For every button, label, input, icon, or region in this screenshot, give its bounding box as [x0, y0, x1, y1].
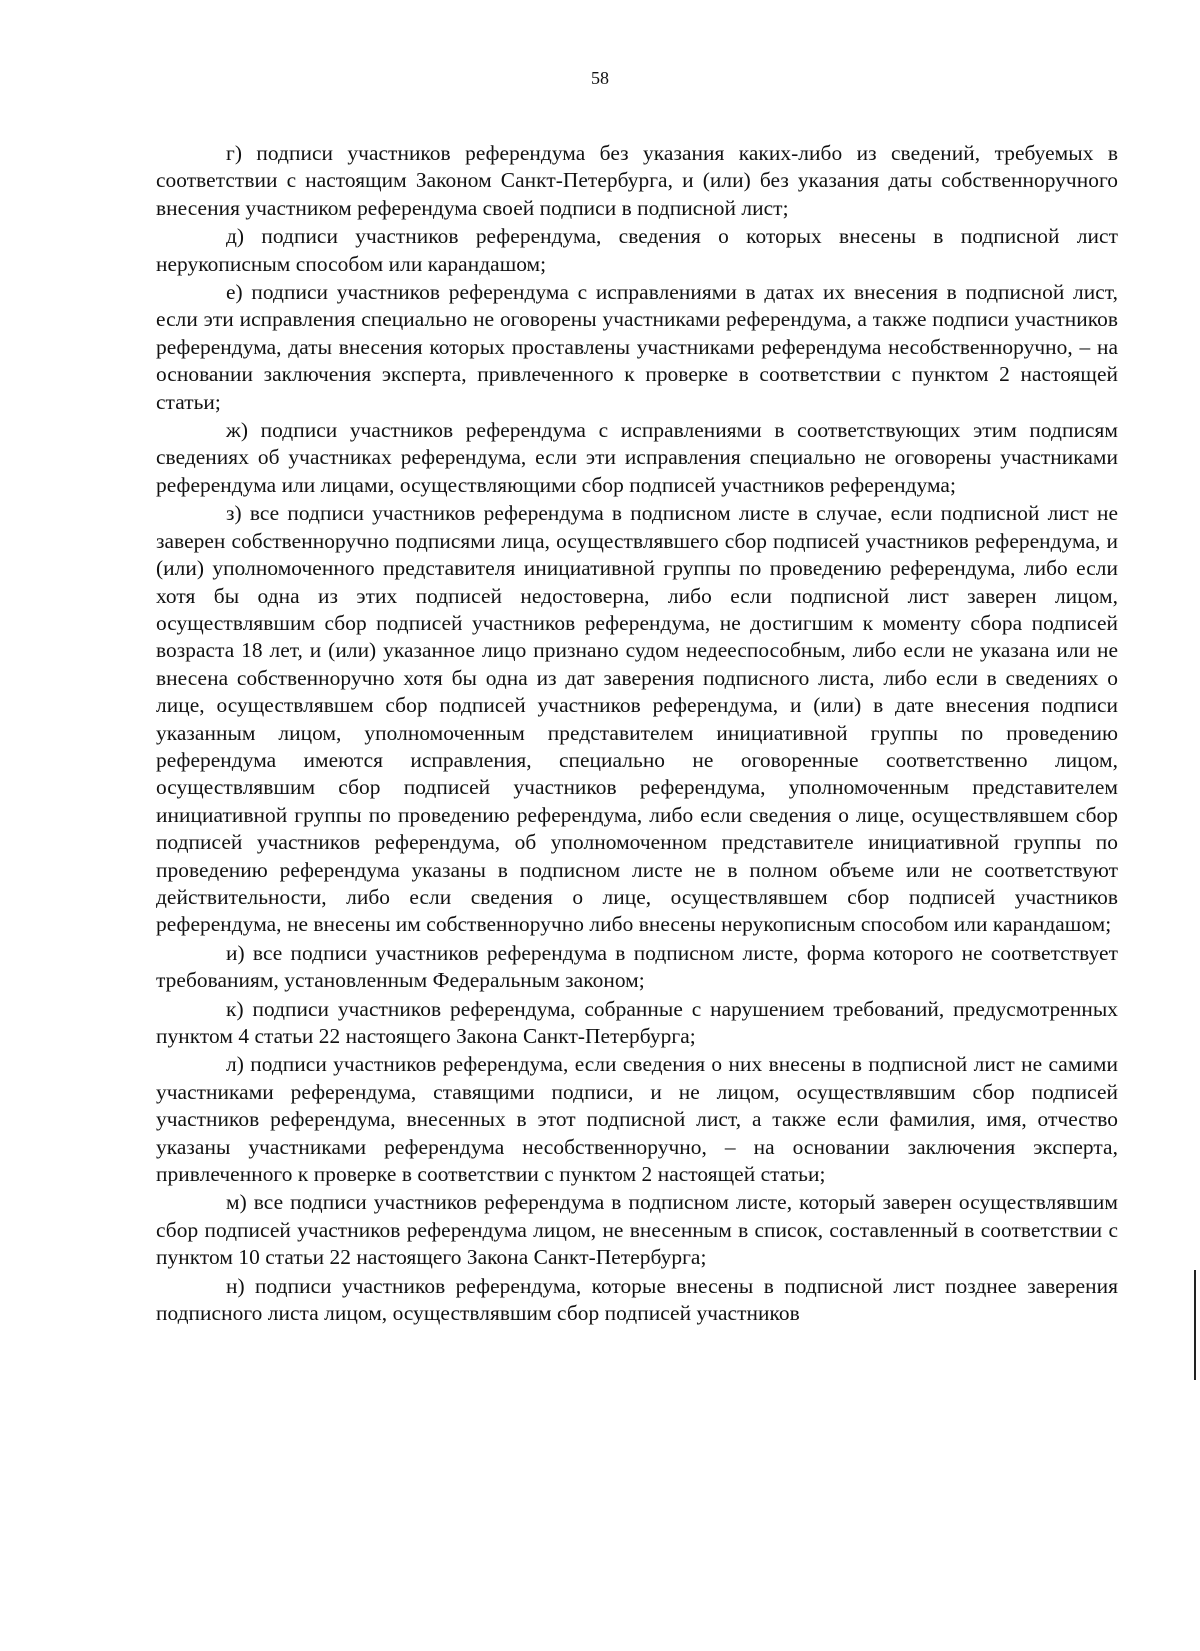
page-number: 58	[591, 68, 609, 88]
scan-edge-mark	[1194, 1270, 1196, 1380]
paragraph-l: л) подписи участников референдума, если сведения о них внесены в подписной лист не самими участниками референдума, ставящими подписи, и не лицом, осуществлявшим сбор подписей участников референдума, внесенных в этот подписной лист, а также если фамилия, имя, отчество указаны участниками референдума несобственноручно, – на основании заключения эксперта, привлеченного к проверке в соответствии с пунктом 2 настоящей статьи;	[156, 1052, 1118, 1187]
paragraph-zh: ж) подписи участников референдума с исправлениями в соответствующих этим подписям сведениях об участниках референдума, если эти исправления специально не оговорены участниками референдума или лицами, осуществляющими сбор подписей участников референдума;	[156, 418, 1118, 497]
paragraph-m: м) все подписи участников референдума в подписном листе, который заверен осуществлявшим сбор подписей участников референдума лицом, не внесенным в список, составленный в соответствии с пунктом 10 статьи 22 настоящего Закона Санкт-Петербурга;	[156, 1190, 1118, 1270]
document-body	[156, 140, 1118, 1328]
paragraph-d: д) подписи участников референдума, сведения о которых внесены в подписной лист нерукописным способом или карандашом;	[156, 224, 1118, 276]
paragraph-k: к) подписи участников референдума, собранные с нарушением требований, предусмотренных пунктом 4 статьи 22 настоящего Закона Санкт-Петербурга;	[156, 996, 1118, 1048]
paragraph-n: н) подписи участников референдума, которые внесены в подписной лист позднее заверения подписного листа лицом, осуществлявшим сбор подписей участников	[156, 1273, 1118, 1326]
paragraph-e: е) подписи участников референдума с исправлениями в датах их внесения в подписной лист, если эти исправления специально не оговорены участниками референдума, а также подписи участников референдума, даты внесения которых проставлены участниками референдума несобственноручно, – на основании заключения эксперта, привлеченного к проверке в соответствии с пунктом 2 настоящей статьи;	[156, 280, 1118, 414]
paragraph-i: и) все подписи участников референдума в подписном листе, форма которого не соответствует требованиям, установленным Федеральным законом;	[156, 940, 1118, 993]
paragraph-g: г) подписи участников референдума без указания каких-либо из сведений, требуемых в соответствии с настоящим Законом Санкт-Петербурга, и (или) без указания даты собственноручного внесения участником референдума своей подписи в подписной лист;	[156, 141, 1118, 220]
paragraph-z: з) все подписи участников референдума в подписном листе в случае, если подписной лист не заверен собственноручно подписями лица, осуществлявшего сбор подписей участников референдума, и (или) уполномоченного представителя инициативной группы по проведению референдума, либо если хотя бы одна из этих подписей недостоверна, либо если подписной лист заверен лицом, осуществлявшим сбор подписей участников референдума, не достигшим к моменту сбора подписей возраста 18 лет, и (или) указанное лицо признано судом недееспособным, либо если не указана или не внесена собственноручно хотя бы одна из дат заверения подписного листа, либо если в сведениях о лице, осуществлявшем сбор подписей участников референдума, и (или) в дате внесения подписи указанным лицом, уполномоченным представителем инициативной группы по проведению референдума имеются исправления, специально не оговоренные соответственно лицом, осуществлявшим сбор подписей участников референдума, уполномоченным представителем инициативной группы по проведению референдума, либо если сведения о лице, осуществлявшем сбор подписей участников референдума, об уполномоченном представителе инициативной группы по проведению референдума указаны в подписном листе не в полном объеме или не соответствуют действительности, либо если сведения о лице, осуществлявшем сбор подписей участников референдума, не внесены им собственноручно либо внесены нерукописным способом или карандашом;	[156, 501, 1118, 937]
